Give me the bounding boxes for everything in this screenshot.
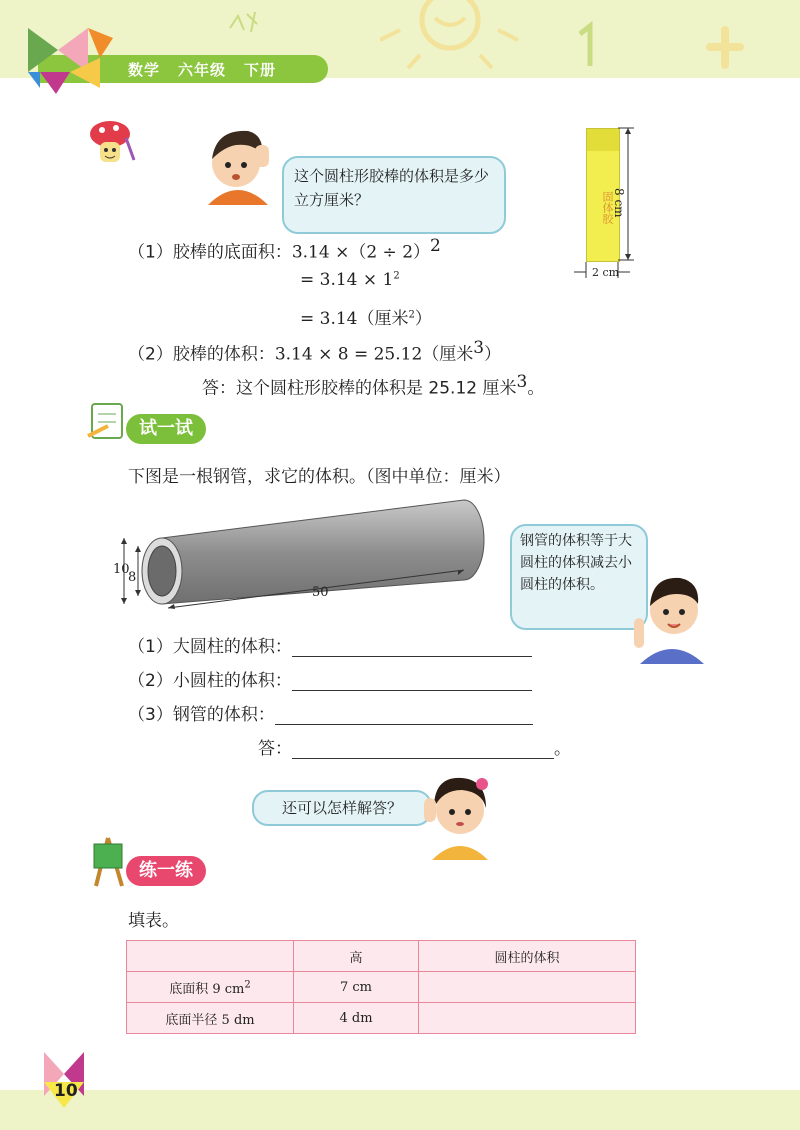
table-cell-volume-input[interactable] — [419, 1003, 636, 1034]
table-cell-height: 4 dm — [294, 1003, 419, 1034]
try-it-badge: 试一试 — [126, 414, 206, 444]
question-1: （1）大圆柱的体积： — [128, 632, 532, 657]
example-answer: 答：这个圆柱形胶棒的体积是 25.12 厘米$^3$。 — [202, 372, 545, 399]
step1-line3: = 3.14（厘米$^2$） — [300, 309, 432, 329]
pipe-outer-diameter: 10 — [113, 562, 130, 577]
mushroom-mascot-icon — [86, 118, 136, 168]
practice-prompt: 填表。 — [128, 911, 179, 931]
answer-blank-final[interactable] — [292, 740, 554, 759]
stars-doodle-icon — [225, 8, 265, 38]
glue-stick-label: 固体胶 — [601, 190, 614, 224]
glue-width-dimension: 2 cm — [592, 266, 620, 279]
glue-stick-dimension-lines — [566, 122, 646, 282]
step2-line: （2）胶棒的体积：3.14 × 8 = 25.12（厘米$^3$） — [128, 338, 502, 365]
pipe-inner-diameter: 8 — [128, 570, 137, 585]
hint-bubble: 钢管的体积等于大圆柱的体积减去小圆柱的体积。 — [510, 524, 648, 630]
thinking-boy-icon — [200, 125, 276, 205]
table-row — [127, 1003, 636, 1034]
table-cell-volume-input[interactable] — [419, 972, 636, 1003]
notebook-pencil-icon — [86, 400, 130, 444]
table-row — [127, 972, 636, 1003]
pointing-boy-icon — [630, 572, 714, 664]
glue-height-dimension: 8 cm — [612, 188, 626, 218]
try-it-answer-line: 答： 。 — [258, 739, 571, 759]
table-header-row — [127, 941, 636, 972]
tangram-logo-icon — [28, 28, 128, 98]
table-cell-height: 7 cm — [294, 972, 419, 1003]
question-2: （2）小圆柱的体积： — [128, 666, 532, 691]
page-number: 10 — [54, 1081, 78, 1101]
answer-blank-1[interactable] — [292, 638, 532, 657]
pipe-length: 50 — [312, 585, 329, 600]
thinking-girl-icon — [420, 768, 500, 860]
fill-in-table — [126, 940, 636, 1034]
table-header-cell: 高 — [294, 941, 419, 972]
table-row-label: 底面半径 5 dm — [127, 1003, 294, 1034]
example-question-bubble: 这个圆柱形胶棒的体积是多少立方厘米？ — [282, 156, 506, 234]
question-3: （3）钢管的体积： — [128, 700, 533, 725]
answer-blank-2[interactable] — [292, 672, 532, 691]
table-row-label: 底面积 9 $cm^2$ — [127, 972, 294, 1003]
easel-icon — [86, 832, 130, 888]
sun-doodle-icon — [380, 0, 520, 70]
answer-blank-3[interactable] — [275, 706, 533, 725]
girl-question-bubble: 还可以怎样解答？ — [252, 790, 432, 826]
bottom-background-band — [0, 1090, 800, 1130]
plus-doodle-icon — [700, 25, 750, 70]
try-it-prompt: 下图是一根钢管，求它的体积。（图中单位：厘米） — [128, 467, 511, 487]
practice-badge: 练一练 — [126, 856, 206, 886]
table-header-cell: 圆柱的体积 — [419, 941, 636, 972]
step1-line2: = $3.14 \times 1^2$ — [300, 270, 400, 290]
table-header-cell — [127, 941, 294, 972]
number-one-doodle-icon — [570, 20, 610, 70]
step1-line: （1）胶棒的底面积：$3.14 \times(2 \div 2)^2$ — [128, 236, 441, 263]
steel-pipe-illustration — [112, 494, 492, 614]
header-title: 数学 六年级 下册 — [128, 61, 277, 79]
